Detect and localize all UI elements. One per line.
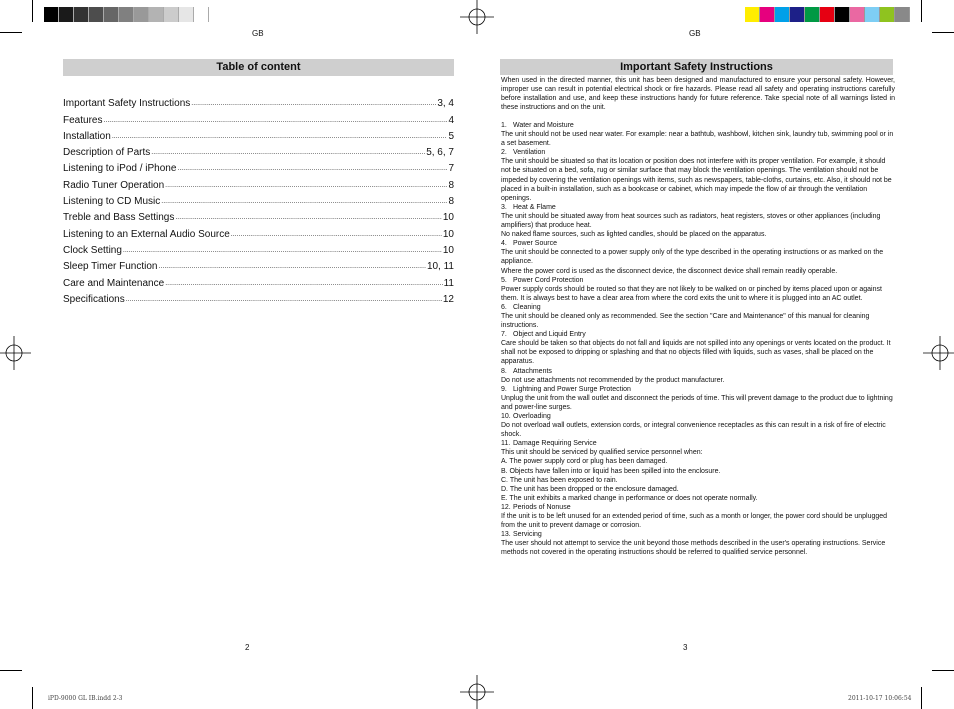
safety-item-title: Lightning and Power Surge Protection	[513, 385, 631, 393]
safety-item-text: E. The unit exhibits a marked change in performance or does not operate normally.	[501, 494, 758, 502]
safety-item-title: Water and Moisture	[513, 122, 574, 129]
toc-leader-dots	[151, 149, 425, 156]
safety-item-text: Do not use attachments not recommended by the product manufacturer.	[501, 376, 725, 384]
toc-leader-dots	[126, 296, 442, 303]
safety-item	[501, 367, 895, 385]
color-swatch	[74, 7, 89, 22]
toc-entry-page: 10, 11	[426, 261, 454, 273]
safety-item-number: 6.	[501, 303, 507, 311]
toc-leader-dots	[103, 117, 447, 124]
toc-entry-page: 10	[442, 212, 454, 224]
crop-mark	[0, 32, 22, 33]
safety-item-number: 1.	[501, 122, 507, 129]
color-swatch	[104, 7, 119, 22]
registration-mark-bottom	[460, 675, 494, 709]
safety-item	[501, 412, 895, 439]
toc-entry-title: Description of Parts	[63, 147, 151, 159]
file-slug: iPD-9000 GL IB.indd 2-3	[48, 695, 123, 702]
crop-mark	[932, 670, 954, 671]
safety-item-text: Unplug the unit from the wall outlet and disconnect the periods of time. This will prevent damage to the product due to lightning and power-line surges.	[501, 394, 893, 411]
safety-item	[501, 148, 895, 203]
safety-item	[501, 330, 895, 366]
safety-item-title: Heat & Flame	[513, 203, 556, 211]
safety-item	[501, 503, 895, 530]
toc-entry-title: Listening to an External Audio Source	[63, 228, 230, 240]
safety-item	[501, 439, 895, 503]
safety-item-title: Damage Requiring Service	[513, 440, 597, 448]
registration-mark-top	[460, 0, 494, 34]
table-of-contents	[63, 93, 454, 305]
safety-item-title: Periods of Nonuse	[513, 503, 571, 511]
toc-entry-title: Clock Setting	[63, 244, 122, 256]
toc-entry	[63, 191, 454, 207]
crop-mark	[32, 687, 33, 709]
safety-item-text: The unit should be situated so that its location or position does not interfere with its proper ventilation. For example, it should not be situated on a bed, sofa, rug or similar surface that may block the ventilation openings. The ventilation should not be impeded by covering the ventilation openings with items, such as newspapers, table-cloths, curtains, etc. Also, it should not be placed in a built-in installation, such as a bookcase or cabinet, which may impede the flow of air through the ventilation openings.	[501, 158, 892, 202]
safety-item-text: D. The unit has been dropped or the enclosure damaged.	[501, 485, 679, 493]
safety-item-title: Ventilation	[513, 149, 546, 157]
safety-item-text: B. Objects have fallen into or liquid has been spilled into the enclosure.	[501, 467, 721, 475]
color-swatch	[775, 7, 790, 22]
toc-entry	[63, 109, 454, 125]
toc-entry	[63, 207, 454, 223]
safety-item-number: 9.	[501, 385, 507, 393]
color-swatch	[149, 7, 164, 22]
toc-entry-page: 5, 6, 7	[426, 147, 454, 159]
toc-entry-title: Radio Tuner Operation	[63, 179, 165, 191]
toc-entry-page: 7	[448, 163, 454, 175]
color-swatch	[44, 7, 59, 22]
safety-item	[501, 239, 895, 275]
toc-leader-dots	[177, 165, 447, 172]
toc-entry	[63, 272, 454, 288]
toc-entry-title: Installation	[63, 130, 111, 142]
grayscale-bar	[44, 7, 209, 22]
safety-item-title: Object and Liquid Entry	[513, 331, 586, 339]
safety-item-number: 7.	[501, 331, 507, 339]
safety-item-number: 8.	[501, 367, 507, 375]
toc-leader-dots	[165, 182, 447, 189]
safety-item	[501, 276, 895, 303]
safety-item-text: A. The power supply cord or plug has been damaged.	[501, 458, 668, 466]
safety-item	[501, 203, 895, 239]
crop-mark	[921, 0, 922, 22]
safety-item-title: Cleaning	[513, 303, 541, 311]
color-swatch	[164, 7, 179, 22]
toc-entry-page: 10	[442, 244, 454, 256]
toc-entry-page: 5	[448, 130, 454, 142]
toc-entry-page: 4	[448, 114, 454, 126]
color-swatch	[805, 7, 820, 22]
safety-item-text: Power supply cords should be routed so that they are not likely to be walked on or pinched by items placed upon or against them. It is always best to have a clear area from where the cord exits the unit to where it is plugged into an AC outlet.	[501, 285, 882, 302]
toc-entry	[63, 240, 454, 256]
safety-item-text: The unit should be cleaned only as recommended. See the section "Care and Maintenance" of this manual for cleaning instructions.	[501, 312, 870, 330]
safety-item-text: The unit should be connected to a power supply only of the type described in the operating instructions or as marked on the appliance.	[501, 249, 884, 266]
page-number-left: 2	[245, 643, 250, 652]
safety-item-number: 10.	[501, 413, 511, 420]
safety-item-number: 12.	[501, 503, 511, 511]
toc-entry-page: 10	[442, 228, 454, 240]
language-label-right: GB	[689, 29, 701, 38]
safety-item-text: Do not overload wall outlets, extension cords, or integral convenience receptacles as this can result in a risk of fire of electric shock.	[501, 422, 886, 439]
color-swatch	[790, 7, 805, 22]
safety-item-number: 11.	[501, 440, 511, 448]
safety-item-title: Attachments	[513, 367, 552, 375]
toc-entry	[63, 289, 454, 305]
safety-item-number: 13.	[501, 531, 511, 539]
toc-leader-dots	[123, 247, 442, 254]
toc-entry-title: Listening to CD Music	[63, 196, 161, 208]
toc-entry-title: Important Safety Instructions	[63, 98, 191, 110]
safety-item-text: The unit should be situated away from heat sources such as radiators, heat registers, stoves or other appliances (including amplifiers) that produce heat.	[501, 212, 881, 230]
color-bar	[745, 7, 910, 22]
safety-intro: When used in the directed manner, this unit has been designed and manufactured to ensure your personal safety. However, improper use can result in potential electrical shock or fire hazards. Please read all safety and operating instructions carefully before installation and use, and keep these instructions handy for future reference. Take special note of all warnings listed in these instructions and on the unit.	[501, 77, 895, 112]
safety-item	[501, 385, 895, 412]
safety-item	[501, 121, 895, 148]
color-swatch	[820, 7, 835, 22]
safety-item-title: Power Cord Protection	[513, 276, 584, 284]
crop-mark	[32, 0, 33, 22]
toc-entry-title: Specifications	[63, 293, 125, 305]
toc-entry-page: 8	[448, 179, 454, 191]
safety-item	[501, 303, 895, 330]
safety-item-number: 3.	[501, 203, 507, 211]
toc-entry	[63, 256, 454, 272]
safety-title: Important Safety Instructions	[500, 59, 893, 75]
safety-item-number: 4.	[501, 240, 507, 248]
toc-entry-page: 3, 4	[437, 98, 454, 110]
toc-leader-dots	[165, 280, 442, 287]
safety-item-title: Overloading	[513, 413, 551, 420]
safety-item-title: Power Source	[513, 240, 557, 248]
toc-entry-page: 8	[448, 196, 454, 208]
color-swatch	[880, 7, 895, 22]
crop-mark	[932, 32, 954, 33]
page-number-right: 3	[683, 643, 688, 652]
safety-item-text: Care should be taken so that objects do not fall and liquids are not spilled into any openings or vents located on the product. It shall not be exposed to dripping or splashing and that no objects filled with liquids, such as vases, shall be placed on the apparatus.	[501, 340, 891, 366]
toc-entry-title: Care and Maintenance	[63, 277, 165, 289]
safety-item-number: 2.	[501, 149, 507, 157]
toc-entry	[63, 142, 454, 158]
toc-leader-dots	[112, 133, 448, 140]
safety-items	[501, 121, 895, 558]
color-swatch	[835, 7, 850, 22]
toc-entry-page: 12	[442, 293, 454, 305]
safety-item-text: C. The unit has been exposed to rain.	[501, 476, 618, 484]
language-label-left: GB	[252, 29, 264, 38]
color-swatch	[895, 7, 910, 22]
registration-mark-left	[0, 336, 31, 370]
crop-mark	[921, 687, 922, 709]
toc-entry	[63, 126, 454, 142]
color-swatch	[745, 7, 760, 22]
safety-item-number: 5.	[501, 276, 507, 284]
toc-entry	[63, 174, 454, 190]
color-swatch	[194, 7, 209, 22]
toc-title: Table of content	[63, 59, 454, 76]
toc-leader-dots	[231, 231, 442, 238]
toc-entry	[63, 93, 454, 109]
safety-item-text: The unit should not be used near water. For example: near a bathtub, washbowl, kitchen sink, laundry tub, swimming pool or in a set basement.	[501, 131, 894, 148]
color-swatch	[865, 7, 880, 22]
color-swatch	[760, 7, 775, 22]
toc-entry	[63, 158, 454, 174]
safety-item-text: No naked flame sources, such as lighted candles, should be placed on the apparatus.	[501, 231, 767, 239]
toc-leader-dots	[175, 214, 442, 221]
registration-mark-right	[923, 336, 954, 370]
date-slug: 2011-10-17 10:06:54	[848, 695, 912, 702]
toc-entry-title: Listening to iPod / iPhone	[63, 163, 177, 175]
toc-entry	[63, 223, 454, 239]
safety-item-text: If the unit is to be left unused for an extended period of time, such as a month or longer, the power cord should be unplugged from the unit to prevent damage or corrosion.	[501, 513, 888, 530]
toc-leader-dots	[159, 263, 426, 270]
color-swatch	[850, 7, 865, 22]
color-swatch	[59, 7, 74, 22]
safety-item-title: Servicing	[513, 531, 542, 539]
safety-item-text: This unit should be serviced by qualified service personnel when:	[501, 449, 703, 457]
color-swatch	[134, 7, 149, 22]
color-swatch	[179, 7, 194, 22]
toc-leader-dots	[161, 198, 447, 205]
toc-entry-title: Treble and Bass Settings	[63, 212, 175, 224]
toc-leader-dots	[191, 100, 436, 107]
toc-entry-page: 11	[443, 277, 454, 289]
safety-item-text: The user should not attempt to service the unit beyond those methods described in the user's operating instructions. Service methods not covered in the operating instructions should be referred to qualified service personnel.	[501, 540, 886, 557]
safety-item	[501, 530, 895, 557]
crop-mark	[0, 670, 22, 671]
color-swatch	[89, 7, 104, 22]
toc-entry-title: Features	[63, 114, 103, 126]
toc-entry-title: Sleep Timer Function	[63, 261, 158, 273]
safety-item-text: Where the power cord is used as the disconnect device, the disconnect device shall remain readily operable.	[501, 267, 838, 275]
color-swatch	[119, 7, 134, 22]
